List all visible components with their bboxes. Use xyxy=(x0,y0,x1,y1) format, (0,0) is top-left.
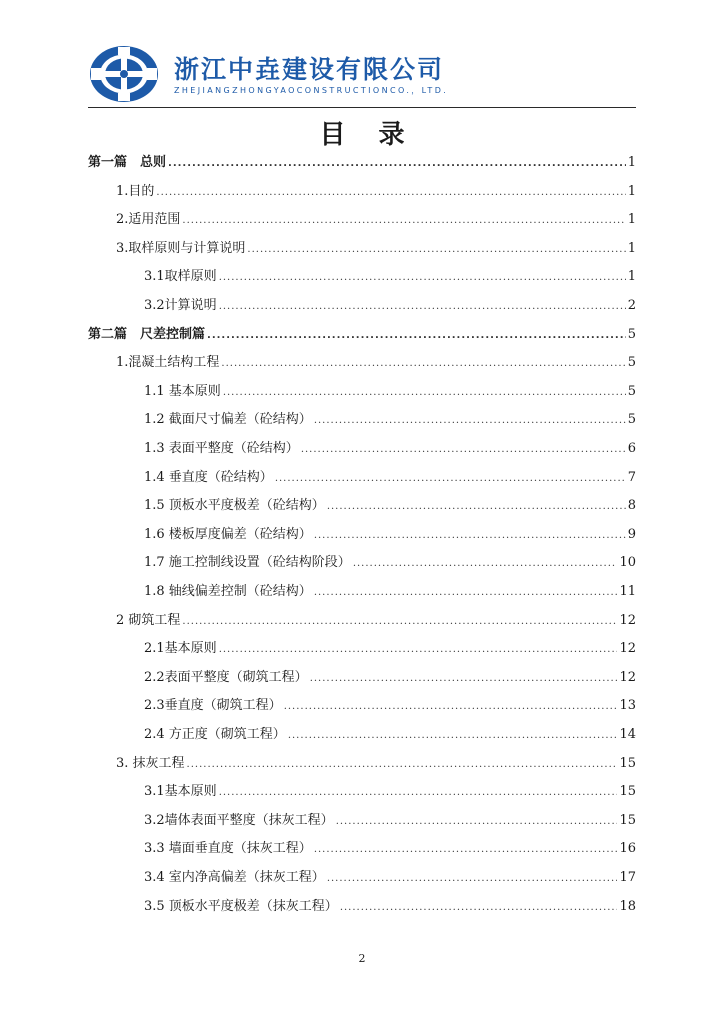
toc-entry[interactable] xyxy=(144,496,636,516)
toc-entry-page: 5 xyxy=(627,326,636,342)
toc-entry-page: 7 xyxy=(627,469,636,485)
toc-entry-label: 2.2表面平整度（砌筑工程） xyxy=(144,669,308,685)
toc-entry-page: 15 xyxy=(619,784,636,800)
toc-dot-leader xyxy=(207,326,626,346)
toc-entry-label: 第一篇 总则 xyxy=(88,155,167,170)
toc-entry-page: 1 xyxy=(627,269,636,285)
toc-dot-leader xyxy=(219,268,626,288)
toc-entry-page: 17 xyxy=(619,870,636,885)
toc-entry-label: 1.4 垂直度（砼结构） xyxy=(144,469,273,485)
toc-dot-leader xyxy=(182,612,617,632)
toc-entry[interactable] xyxy=(144,868,636,888)
toc-dot-leader xyxy=(187,755,618,775)
toc-entry[interactable] xyxy=(116,182,636,202)
toc-entry[interactable] xyxy=(144,553,636,573)
toc-entry-page: 9 xyxy=(627,526,636,542)
toc-entry-label: 3.4 室内净高偏差（抹灰工程） xyxy=(144,870,325,885)
company-name-en: ZHEJIANGZHONGYAOCONSTRUCTIONCO.，LTD. xyxy=(174,86,449,95)
header-divider xyxy=(88,107,636,108)
toc-entry[interactable] xyxy=(144,897,636,917)
toc-dot-leader xyxy=(336,812,618,832)
toc-dot-leader xyxy=(314,583,618,603)
toc-entry-page: 15 xyxy=(619,755,636,771)
toc-dot-leader xyxy=(301,440,626,460)
toc-entry-page: 10 xyxy=(619,555,636,571)
toc-entry[interactable] xyxy=(116,210,636,230)
toc-entry-page: 12 xyxy=(619,641,636,657)
toc-entry-label: 3.2计算说明 xyxy=(144,298,217,313)
toc-dot-leader xyxy=(219,640,618,660)
toc-entry-label: 3.取样原则与计算说明 xyxy=(116,240,246,256)
toc-entry-page: 8 xyxy=(627,498,636,514)
toc-dot-leader xyxy=(314,411,626,431)
toc-entry-label: 1.1 基本原则 xyxy=(144,383,221,399)
toc-dot-leader xyxy=(275,469,626,489)
toc-entry[interactable] xyxy=(144,782,636,802)
toc-dot-leader xyxy=(310,669,618,689)
toc-dot-leader xyxy=(340,898,618,918)
page-title: 目 录 xyxy=(319,120,417,150)
toc-entry-label: 1.2 截面尺寸偏差（砼结构） xyxy=(144,412,312,428)
company-logo-icon xyxy=(88,44,160,104)
toc-entry-label: 1.3 表面平整度（砼结构） xyxy=(144,441,299,456)
toc-entry-page: 1 xyxy=(627,183,636,199)
toc-entry-label: 1.8 轴线偏差控制（砼结构） xyxy=(144,584,312,599)
toc-entry[interactable] xyxy=(116,353,636,373)
toc-dot-leader xyxy=(219,297,626,317)
toc-entry-page: 12 xyxy=(619,669,636,685)
toc-entry-page: 2 xyxy=(627,298,636,313)
toc-entry-page: 6 xyxy=(627,441,636,456)
toc-entry-page: 13 xyxy=(619,698,636,714)
toc-entry[interactable] xyxy=(144,668,636,688)
toc-entry[interactable] xyxy=(144,468,636,488)
toc-dot-leader xyxy=(219,783,618,803)
toc-entry-label: 2.适用范围 xyxy=(116,212,181,228)
toc-entry[interactable] xyxy=(144,639,636,659)
toc-entry[interactable] xyxy=(144,296,636,316)
toc-entry-label: 3.2墙体表面平整度（抹灰工程） xyxy=(144,812,334,828)
toc-entry-label: 2 砌筑工程 xyxy=(116,612,181,628)
toc-dot-leader xyxy=(284,697,618,717)
toc-entry-label: 第二篇 尺差控制篇 xyxy=(88,326,206,342)
toc-entry-page: 18 xyxy=(619,898,636,914)
toc-entry[interactable] xyxy=(144,725,636,745)
company-name: 浙江中垚建设有限公司 xyxy=(174,55,445,84)
toc-entry[interactable] xyxy=(144,839,636,859)
toc-entry-label: 3.1基本原则 xyxy=(144,784,217,800)
toc-entry-page: 5 xyxy=(627,355,636,371)
toc-dot-leader xyxy=(247,240,625,260)
toc-entry-label: 1.7 施工控制线设置（砼结构阶段） xyxy=(144,555,351,571)
toc-dot-leader xyxy=(288,726,618,746)
toc-entry-page: 12 xyxy=(619,612,636,628)
toc-entry-label: 3. 抹灰工程 xyxy=(116,755,185,771)
toc-entry-label: 3.5 顶板水平度极差（抹灰工程） xyxy=(144,898,338,914)
company-header xyxy=(88,44,648,110)
toc-entry[interactable] xyxy=(144,582,636,602)
toc-entry[interactable] xyxy=(144,382,636,402)
toc-dot-leader xyxy=(314,526,626,546)
toc-entry-label: 1.5 顶板水平度极差（砼结构） xyxy=(144,498,325,514)
toc-entry-label: 1.混凝土结构工程 xyxy=(116,355,220,371)
toc-entry-page: 11 xyxy=(619,584,636,599)
toc-entry-page: 1 xyxy=(627,212,636,228)
toc-entry[interactable] xyxy=(88,325,636,345)
toc-dot-leader xyxy=(353,554,618,574)
toc-entry[interactable] xyxy=(88,153,636,173)
toc-entry-label: 1.6 楼板厚度偏差（砼结构） xyxy=(144,526,312,542)
toc-entry-label: 2.1基本原则 xyxy=(144,641,217,657)
toc-dot-leader xyxy=(327,497,626,517)
toc-dot-leader xyxy=(327,869,618,889)
toc-entry-page: 1 xyxy=(627,155,636,170)
toc-entry-page: 14 xyxy=(619,727,636,742)
toc-entry[interactable] xyxy=(144,410,636,430)
toc-entry-page: 16 xyxy=(619,841,636,857)
toc-dot-leader xyxy=(314,840,618,860)
toc-entry[interactable] xyxy=(144,811,636,831)
toc-entry-page: 15 xyxy=(619,812,636,828)
toc-dot-leader xyxy=(156,183,625,203)
toc-entry-label: 1.目的 xyxy=(116,183,155,199)
toc-dot-leader xyxy=(221,354,625,374)
toc-entry-label: 2.3垂直度（砌筑工程） xyxy=(144,698,282,714)
toc-entry[interactable] xyxy=(116,611,636,631)
page-number: 2 xyxy=(358,952,366,965)
toc-entry[interactable] xyxy=(144,439,636,459)
toc-dot-leader xyxy=(182,211,625,231)
toc-entry[interactable] xyxy=(116,754,636,774)
toc-entry-page: 1 xyxy=(627,240,636,256)
toc-dot-leader xyxy=(168,154,626,174)
toc-entry[interactable] xyxy=(116,239,636,259)
toc-entry[interactable] xyxy=(144,525,636,545)
toc-entry-label: 2.4 方正度（砌筑工程） xyxy=(144,727,286,742)
toc-dot-leader xyxy=(223,383,626,403)
toc-entry-label: 3.3 墙面垂直度（抹灰工程） xyxy=(144,841,312,857)
toc-entry[interactable] xyxy=(144,696,636,716)
toc-entry-label: 3.1取样原则 xyxy=(144,269,217,285)
toc-entry[interactable] xyxy=(144,267,636,287)
toc-entry-page: 5 xyxy=(627,383,636,399)
toc-entry-page: 5 xyxy=(627,412,636,428)
